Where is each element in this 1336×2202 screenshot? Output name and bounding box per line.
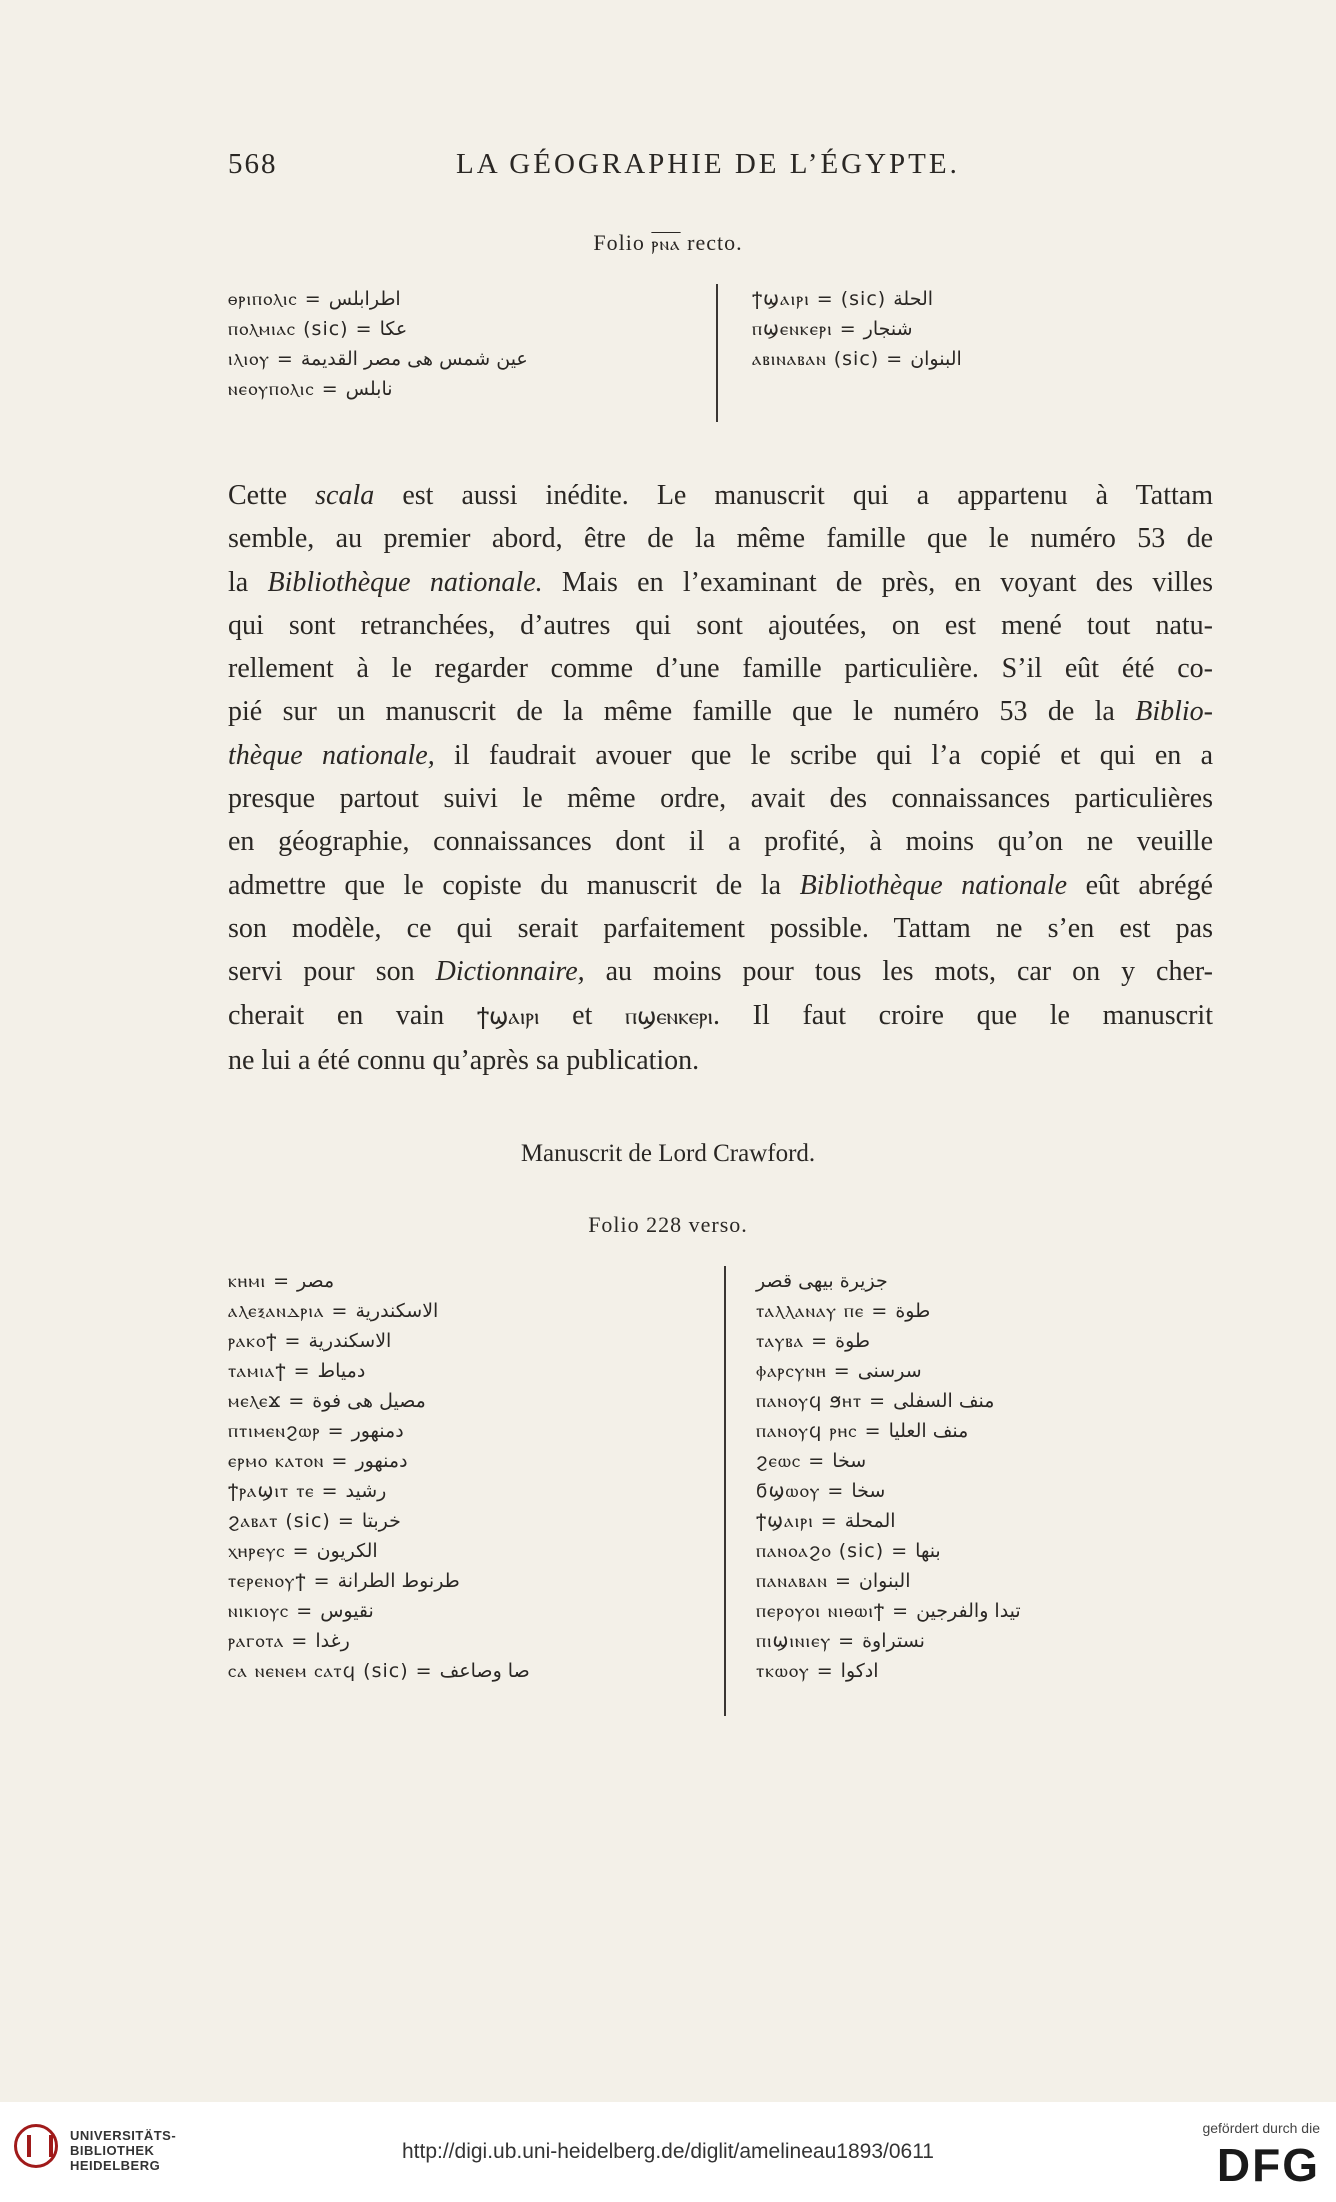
- toponym-entry: ϯⲣⲁϣⲓⲧ ⲧⲉ = رشيد: [228, 1480, 387, 1502]
- toponym-entry: ϯϣⲁⲓⲣⲓ = (sic) الحلة: [752, 288, 934, 310]
- coptic-term: ϯϣⲁⲓⲣⲓ: [476, 1003, 540, 1030]
- toponym-entry: ⲕⲏⲙⲓ = مصر: [228, 1270, 335, 1292]
- toponym-entry: ⲧⲁⲙⲓⲁϯ = دمياط: [228, 1360, 366, 1382]
- italic-term: Bibliothèque nationale.: [267, 566, 543, 598]
- paragraph-line: semble, au premier abord, être de la même famille que le numéro 53 de: [228, 523, 1213, 555]
- paragraph-line: la Bibliothèque nationale. Mais en l’examinant de près, en voyant des villes: [228, 566, 1213, 598]
- permalink-url[interactable]: http://digi.ub.uni-heidelberg.de/diglit/amelineau1893/0611: [401, 2140, 934, 2163]
- paragraph-line: admettre que le copiste du manuscrit de la Bibliothèque nationale eût abrégé: [228, 869, 1213, 901]
- italic-term: thèque nationale,: [228, 739, 435, 771]
- paragraph-line: cherait en vain ϯϣⲁⲓⲣⲓ et ⲡϣⲉⲛⲕⲉⲣⲓ. Il faut croire que le manuscrit: [228, 999, 1213, 1031]
- logo-line: BIBLIOTHEK: [70, 2143, 155, 2158]
- digitization-footer: [0, 2102, 1336, 2202]
- toponym-entry: ⲡⲁⲛⲟⲩϥ ϧⲏⲧ = منف السفلى: [756, 1390, 995, 1412]
- toponym-entry: ⲫⲁⲣⲥⲩⲛⲏ = سرسنى: [756, 1360, 922, 1382]
- toponym-entry: ⲁⲗⲉⲝⲁⲛⲇⲣⲓⲁ = الاسكندرية: [228, 1300, 439, 1322]
- paragraph-line: presque partout suivi le même ordre, avait des connaissances particulières: [228, 783, 1213, 815]
- toponym-entry: ⲡⲟⲗⲙⲓⲁⲥ (sic) = عكا: [228, 318, 408, 340]
- table1-right-column: [752, 284, 962, 374]
- paragraph-line: qui sont retranchées, d’autres qui sont ajoutées, on est mené tout natu-: [228, 609, 1213, 641]
- toponym-entry: ⲭⲏⲣⲉⲩⲥ = الكريون: [228, 1540, 378, 1562]
- toponym-entry: ⲡⲧⲓⲙⲉⲛϩⲱⲣ = دمنهور: [228, 1420, 404, 1442]
- toponym-entry: ⲛⲓⲕⲓⲟⲩⲥ = نقيوس: [228, 1600, 374, 1622]
- folio-suffix: recto.: [687, 230, 743, 255]
- paragraph-line: en géographie, connaissances dont il a profité, à moins qu’on ne veuille: [228, 826, 1213, 858]
- paragraph-line: Cette scala est aussi inédite. Le manuscrit qui a appartenu à Tattam: [228, 480, 1213, 511]
- folio-coptic-number: ⲣⲛⲁ: [651, 233, 681, 255]
- toponym-entry: ⲡϣⲉⲛⲕⲉⲣⲓ = شنجار: [752, 318, 913, 340]
- paragraph-line: son modèle, ce qui serait parfaitement possible. Tattam ne s’en est pas: [228, 912, 1213, 944]
- body-paragraph: [228, 474, 1213, 1082]
- table2-divider: [724, 1266, 726, 1716]
- funded-by-label: gefördert durch die: [1202, 2120, 1320, 2136]
- folio-heading-2: Folio 228 verso.: [588, 1212, 748, 1237]
- folio-prefix: Folio: [593, 230, 645, 255]
- page-number: 568: [228, 148, 278, 180]
- toponym-entry: ⲓⲗⲓⲟⲩ = عين شمس هى مصر القديمة: [228, 348, 528, 370]
- toponym-entry: ⲙⲉⲗⲉϫ = مصيل هى فوة: [228, 1390, 426, 1412]
- toponym-entry: ⲧⲉⲣⲉⲛⲟⲩϯ = طرنوط الطرانة: [228, 1570, 460, 1592]
- toponym-entry: ⲣⲁⲕⲟϯ = الاسكندرية: [228, 1330, 392, 1352]
- toponym-entry: ⲡⲁⲛⲟⲁϩⲟ (sic) = بنها: [756, 1540, 941, 1562]
- table1-divider: [716, 284, 718, 422]
- toponym-entry: ϩⲁⲃⲁⲧ (sic) = خربتا: [228, 1510, 401, 1532]
- italic-term: Dictionnaire,: [435, 956, 585, 988]
- paragraph-line: ne lui a été connu qu’après sa publication.: [228, 1044, 700, 1076]
- paragraph-line: pié sur un manuscrit de la même famille que le numéro 53 de la Biblio-: [228, 696, 1213, 728]
- paragraph-line: rellement à le regarder comme d’une famille particulière. S’il eût été co-: [228, 653, 1213, 685]
- toponym-entry: ⲧⲁⲩⲃⲁ = طوة: [756, 1330, 871, 1352]
- toponym-entry: ⲡⲉⲣⲟⲩⲟⲓ ⲛⲓⲑⲱⲓϯ = تيدا والفرجين: [756, 1600, 1021, 1622]
- italic-term: Bibliothèque nationale: [799, 869, 1067, 901]
- logo-line: HEIDELBERG: [70, 2158, 161, 2173]
- toponym-entry: جزيرة بيهى قصر: [756, 1270, 888, 1292]
- italic-term: Biblio-: [1135, 696, 1213, 728]
- toponym-entry: ϭϣⲱⲟⲩ = سخا: [756, 1480, 886, 1502]
- table2-right-column: [756, 1266, 1021, 1686]
- toponym-entry: ⲑⲣⲓⲡⲟⲗⲓⲥ = اطرابلس: [228, 288, 401, 310]
- toponym-entry: ⲧⲕⲱⲟⲩ = ادكوا: [756, 1660, 879, 1682]
- toponym-entry: ⲡⲁⲛⲁⲃⲁⲛ = البنوان: [756, 1570, 911, 1592]
- logo-line: UNIVERSITÄTS-: [70, 2128, 177, 2143]
- table1-left-column: [228, 284, 528, 404]
- toponym-entry: ϩⲉⲱⲥ = سخا: [756, 1450, 867, 1472]
- running-title: LA GÉOGRAPHIE DE L’ÉGYPTE.: [456, 148, 960, 180]
- toponym-entry: ⲉⲣⲙⲟ ⲕⲁⲧⲟⲛ = دمنهور: [228, 1450, 408, 1472]
- toponym-entry: ⲥⲁ ⲛⲉⲛⲉⲙ ⲥⲁⲧϥ (sic) = صا وصاعف: [228, 1660, 530, 1682]
- italic-term: scala: [315, 480, 375, 511]
- toponym-entry: ⲡⲁⲛⲟⲩϥ ⲣⲏⲥ = منف العليا: [756, 1420, 969, 1442]
- toponym-entry: ⲁⲃⲓⲛⲁⲃⲁⲛ (sic) = البنوان: [752, 348, 962, 370]
- paragraph-line: thèque nationale, il faudrait avouer que le scribe qui l’a copié et qui en a: [228, 739, 1214, 771]
- toponym-entry: ⲧⲁⲗⲗⲁⲛⲁⲩ ⲡⲉ = طوة: [756, 1300, 931, 1322]
- folio-heading-1: [0, 230, 1336, 256]
- section-title: Manuscrit de Lord Crawford.: [520, 1140, 816, 1167]
- paragraph-line: servi pour son Dictionnaire, au moins pour tous les mots, car on y cher-: [228, 956, 1213, 988]
- toponym-entry: ⲣⲁⲅⲟⲧⲁ = رغدا: [228, 1630, 350, 1652]
- table2-left-column: [228, 1266, 530, 1686]
- toponym-entry: ϯϣⲁⲓⲣⲓ = المحلة: [756, 1510, 896, 1532]
- toponym-entry: ⲡⲓϣⲓⲛⲓⲉⲩ = نستراوة: [756, 1630, 925, 1652]
- dfg-logo[interactable]: DFG: [1216, 2139, 1320, 2191]
- coptic-term: ⲡϣⲉⲛⲕⲉⲣⲓ: [625, 1003, 713, 1030]
- toponym-entry: ⲛⲉⲟⲩⲡⲟⲗⲓⲥ = نابلس: [228, 378, 393, 400]
